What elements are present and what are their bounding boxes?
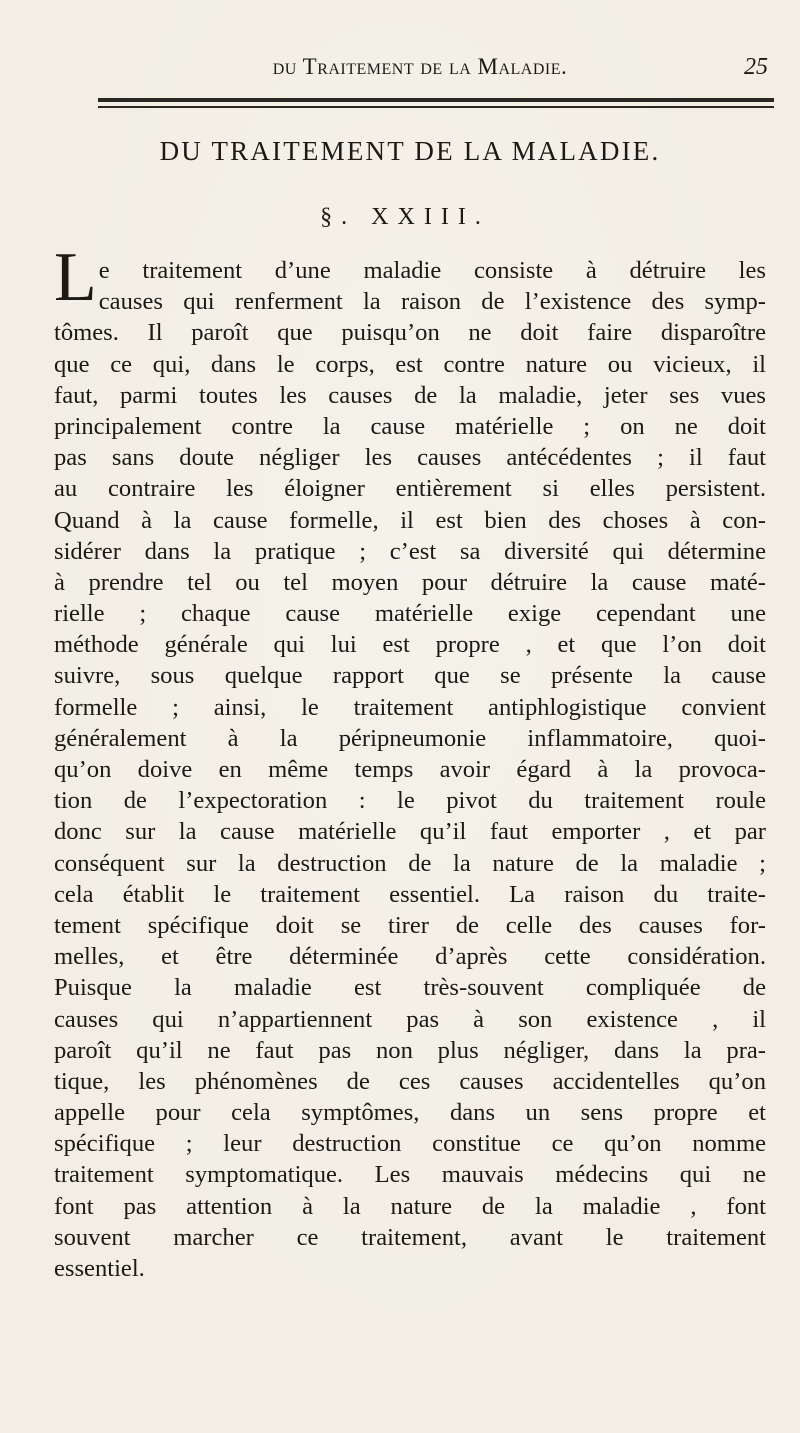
drop-cap: L <box>54 239 97 316</box>
text-line: essentiel. <box>54 1255 145 1282</box>
text-line: spécifique ; leur destruction constitue ce qu’on nomme <box>54 1130 766 1158</box>
text-line: melles, et être déterminée d’après cette considération. <box>54 943 766 971</box>
section-number: §. XXIII. <box>320 204 490 230</box>
running-title: du Traitement de la Maladie. <box>272 54 568 79</box>
text-line: qu’on doive en même temps avoir égard à la provoca- <box>54 756 766 783</box>
chapter-title: DU TRAITEMENT DE LA MALADIE. <box>159 136 661 166</box>
text-line: font pas attention à la nature de la maladie , font <box>54 1192 766 1220</box>
text-line: faut, parmi toutes les causes de la maladie, jeter ses vues <box>54 381 766 409</box>
text-line: rielle ; chaque cause matérielle exige cependant une <box>54 600 766 628</box>
text-line: principalement contre la cause matérielle ; on ne doit <box>54 412 766 440</box>
text-line: formelle ; ainsi, le traitement antiphlogistique convient <box>54 693 766 721</box>
text-line: appelle pour cela symptômes, dans un sens propre et <box>54 1099 766 1127</box>
text-line: généralement à la péripneumonie inflammatoire, quoi- <box>54 724 766 752</box>
text-line: traitement symptomatique. Les mauvais médecins qui ne <box>54 1161 766 1189</box>
text-line: méthode générale qui lui est propre , et que l’on doit <box>54 631 766 659</box>
text-line: Puisque la maladie est très-souvent compliquée de <box>54 974 766 1002</box>
text-line: pas sans doute négliger les causes antécédentes ; il faut <box>54 444 766 472</box>
text-line: tion de l’expectoration : le pivot du traitement roule <box>54 787 766 815</box>
text-line: tique, les phénomènes de ces causes accidentelles qu’on <box>54 1067 766 1095</box>
text-line: Quand à la cause formelle, il est bien des choses à con- <box>54 506 766 534</box>
running-head <box>100 54 780 88</box>
text-line: donc sur la cause matérielle qu’il faut emporter , et par <box>54 818 766 846</box>
text-line: à prendre tel ou tel moyen pour détruire la cause maté- <box>54 568 766 596</box>
text-line: cela établit le traitement essentiel. La raison du traite- <box>54 880 766 908</box>
text-line: causes qui n’appartiennent pas à son existence , il <box>54 1005 766 1033</box>
text-line: tômes. Il paroît que puisqu’on ne doit faire disparoître <box>54 319 766 347</box>
text-line: causes qui renferment la raison de l’existence des symp- <box>98 288 766 316</box>
text-line: que ce qui, dans le corps, est contre nature ou vicieux, il <box>54 350 766 378</box>
text-line: tement spécifique doit se tirer de celle des causes for- <box>54 911 766 939</box>
text-line: paroît qu’il ne faut pas non plus négliger, dans la pra- <box>54 1036 766 1064</box>
text-line: suivre, sous quelque rapport que se présente la cause <box>54 662 766 690</box>
text-line: e traitement d’une maladie consiste à détruire les <box>98 257 766 284</box>
text-line: souvent marcher ce traitement, avant le traitement <box>54 1223 766 1251</box>
text-line: conséquent sur la destruction de la nature de la maladie ; <box>54 849 766 877</box>
text-line: au contraire les éloigner entièrement si elles persistent. <box>54 475 766 503</box>
header-rule-thick <box>98 98 774 102</box>
header-rule-thin <box>98 106 774 108</box>
page-number: 25 <box>744 54 768 80</box>
body-paragraph <box>54 239 766 1284</box>
text-line: sidérer dans la pratique ; c’est sa diversité qui détermine <box>54 537 766 565</box>
